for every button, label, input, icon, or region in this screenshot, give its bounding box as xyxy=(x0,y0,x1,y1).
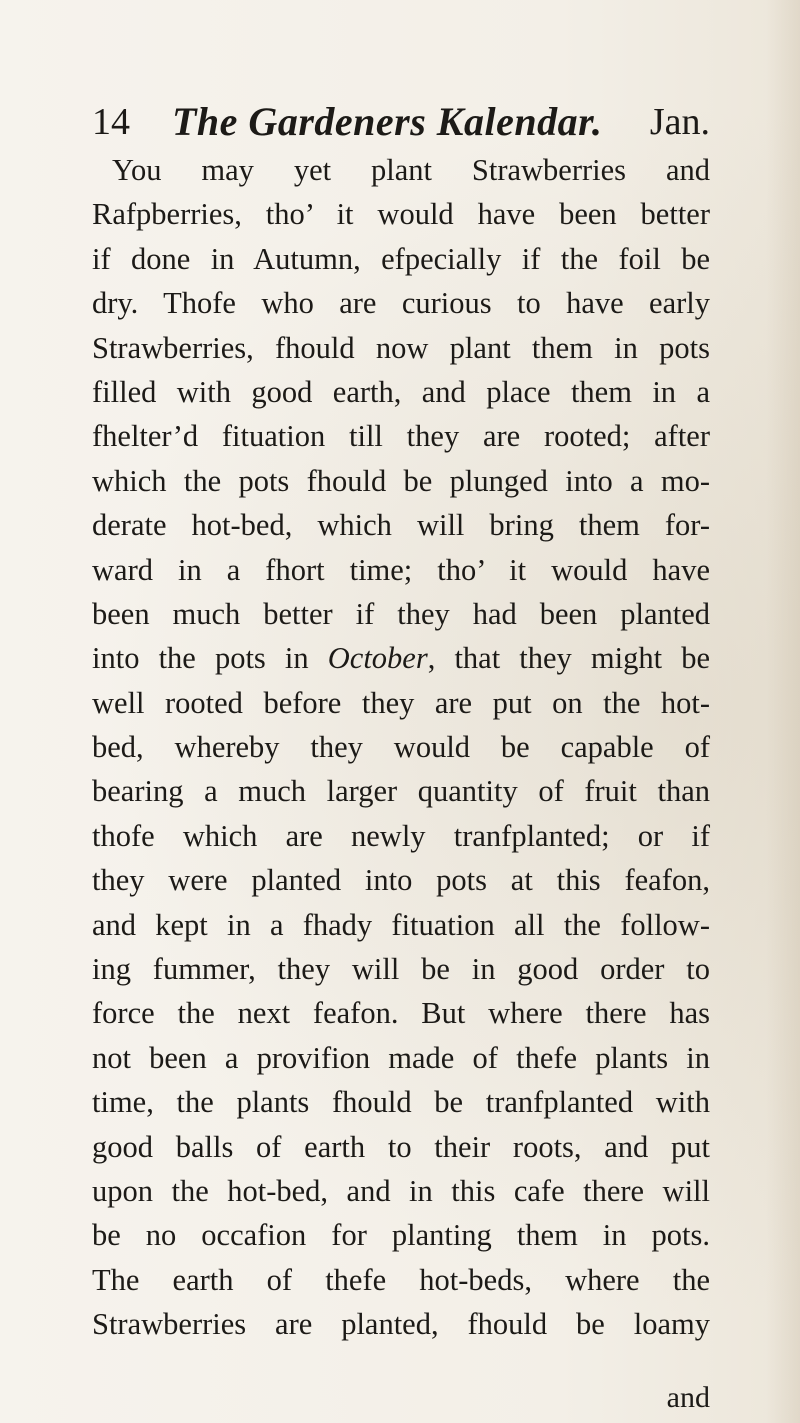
text-line: bearing a much larger quantity of fruit than xyxy=(92,774,710,809)
text-line: upon the hot-bed, and in this cafe there will xyxy=(92,1173,710,1208)
catchword: and xyxy=(666,1381,710,1414)
text-line: Rafpberries, tho’ it would have been better xyxy=(92,197,710,232)
text-line: thofe which are newly tranfplanted; or if xyxy=(92,818,710,853)
text-line: and kept in a fhady fituation all the follow- xyxy=(92,907,710,942)
text-line: filled with good earth, and place them in a xyxy=(92,374,710,409)
text-line: dry. Thofe who are curious to have early xyxy=(92,286,710,321)
text-line: which the pots fhould be plunged into a mo- xyxy=(92,463,710,498)
running-title: The Gardeners Kalendar. xyxy=(172,99,603,144)
text-line: ward in a fhort time; tho’ it would have xyxy=(92,552,710,587)
text-line: You may yet plant Strawberries and xyxy=(112,153,710,187)
text-line: Strawberries, fhould now plant them in pots xyxy=(92,330,710,365)
text-line: The earth of thefe hot-beds, where the xyxy=(92,1262,710,1297)
text-line: force the next feafon. But where there has xyxy=(92,996,710,1031)
body-text xyxy=(92,148,710,1347)
text-line: if done in Autumn, efpecially if the foil be xyxy=(92,241,710,276)
text-line: well rooted before they are put on the hot- xyxy=(92,685,710,720)
running-month: Jan. xyxy=(649,101,710,143)
text-line: fhelter’d fituation till they are rooted; after xyxy=(92,419,710,454)
text-line: bed, whereby they would be capable of xyxy=(92,730,710,765)
text-line: time, the plants fhould be tranfplanted with xyxy=(92,1085,710,1120)
text-line: not been a provifion made of thefe plants in xyxy=(92,1040,710,1075)
text-line: good balls of earth to their roots, and put xyxy=(92,1129,710,1164)
page-number: 14 xyxy=(92,101,130,143)
page-header xyxy=(92,92,710,152)
italic-month-name: October xyxy=(327,641,428,676)
text-line-with-italic: into the pots in October, that they might be xyxy=(92,641,710,676)
text-line: ing fummer, they will be in good order to xyxy=(92,952,710,987)
text-line: they were planted into pots at this feafon, xyxy=(92,863,710,898)
text-line: Strawberries are planted, fhould be loamy xyxy=(92,1307,710,1342)
text-line: derate hot-bed, which will bring them for- xyxy=(92,508,710,543)
text-line: been much better if they had been planted xyxy=(92,596,710,631)
text-line: be no occafion for planting them in pots. xyxy=(92,1218,710,1253)
page-edge-shadow xyxy=(766,0,800,1423)
